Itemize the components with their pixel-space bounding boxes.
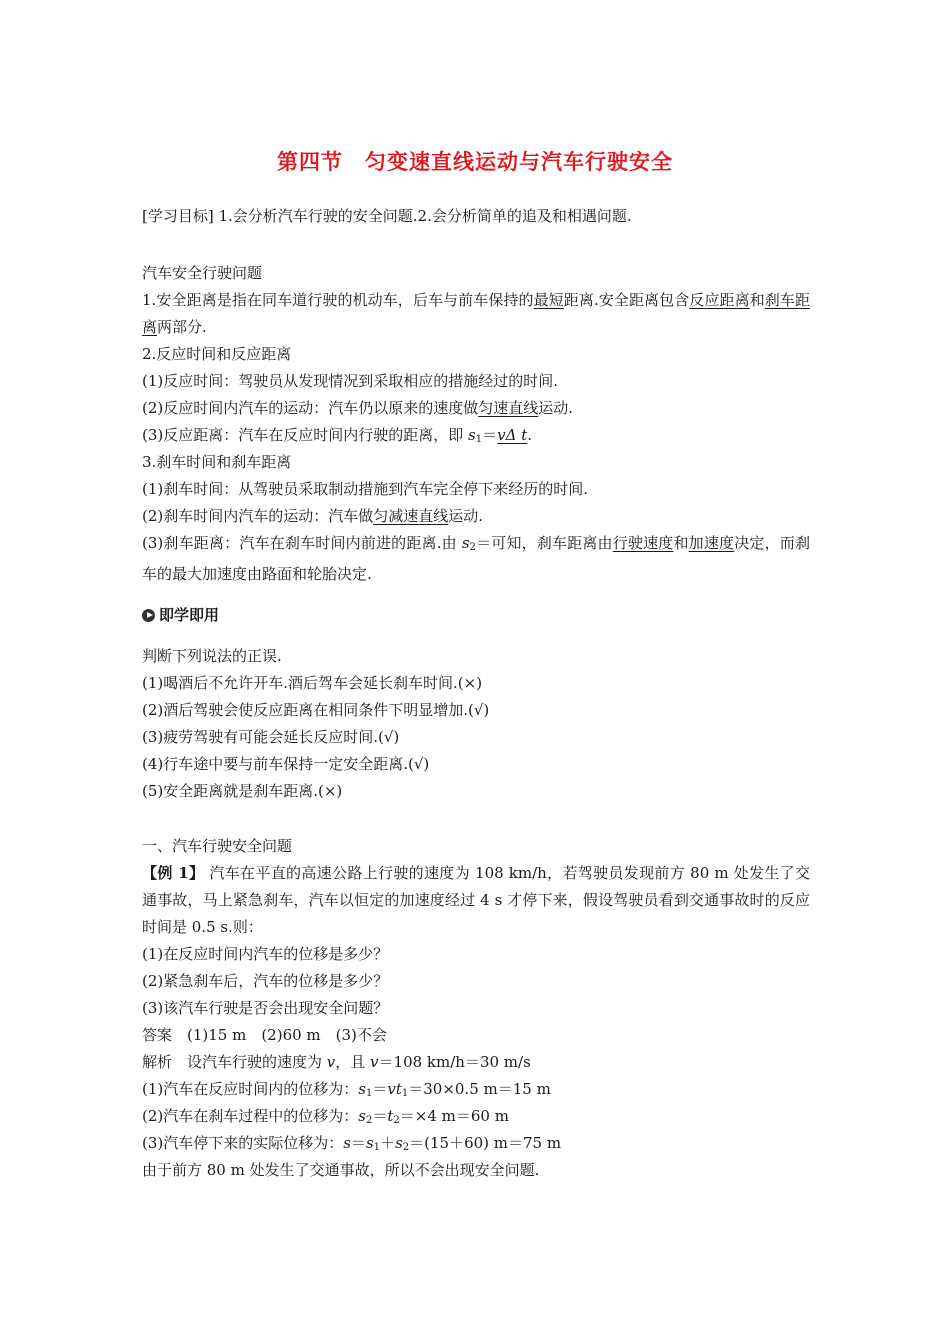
blank-answer: vΔ t [497, 426, 528, 444]
conclusion: 由于前方 80 m 处发生了交通事故，所以不会出现安全问题. [142, 1161, 540, 1179]
play-circle-icon [142, 609, 155, 622]
blank-answer: 加速度 [688, 534, 735, 552]
blank-answer: 匀速直线 [478, 399, 539, 417]
practice-item: (2)酒后驾驶会使反应距离在相同条件下明显增加.(√) [142, 701, 490, 719]
solution-step-3: (3)汽车停下来的实际位移为：$s=s_1+s_2=(15+60)$ m＝75 m [142, 1134, 562, 1153]
knowledge-point-1: 1.安全距离是指在同车道行驶的机动车，后车与前车保持的最短距离.安全距离包含反应距离和刹车距离两部分. [142, 291, 810, 336]
blank-answer: 最短 [533, 291, 564, 309]
knowledge-point-2-1: (1)反应时间：驾驶员从发现情况到采取相应的措施经过的时间. [142, 372, 559, 390]
knowledge-point-3-3: (3)刹车距离：汽车在刹车时间内前进的距离.由 $s_2=$可知，刹车距离由行驶速度和加速度决定，而刹车的最大加速度由路面和轮胎决定. [142, 534, 810, 583]
question-2: (2)紧急刹车后，汽车的位移是多少？ [142, 972, 389, 990]
blank-answer: 刹车距离 [142, 291, 810, 336]
practice-intro: 判断下列说法的正误. [142, 647, 282, 665]
blank-answer: 反应距离 [689, 291, 750, 309]
knowledge-point-3: 3.刹车时间和刹车距离 [142, 453, 292, 471]
answer: 答案 (1)15 m (2)60 m (3)不会 [142, 1026, 387, 1044]
practice-item: (4)行车途中要与前车保持一定安全距离.(√) [142, 755, 430, 773]
question-3: (3)该汽车行驶是否会出现安全问题？ [142, 999, 389, 1017]
blank-answer: 匀减速直线 [373, 507, 449, 525]
section-heading: 一、汽车行驶安全问题 [142, 837, 293, 855]
blank-answer: 行驶速度 [612, 534, 674, 552]
solution-step-1: (1)汽车在反应时间内的位移为：$s_1=vt_1=30\times 0.5$ m＝15 m [142, 1080, 551, 1099]
page-title: 第四节 匀变速直线运动与汽车行驶安全 [277, 149, 673, 174]
learning-objectives: [学习目标] 1.会分析汽车行驶的安全问题.2.会分析简单的追及和相遇问题. [142, 207, 632, 225]
example-1: 【例 1】 汽车在平直的高速公路上行驶的速度为 108 km/h，若驾驶员发现前方 80 m 处发生了交通事故，马上紧急刹车，汽车以恒定的加速度经过 4 s 才停下来，假设驾驶员看到交通事故时的反应时间是 0.5 s.则： [142, 864, 810, 936]
knowledge-point-3-2: (2)刹车时间内汽车的运动：汽车做匀减速直线运动. [142, 507, 484, 525]
knowledge-point-2-2: (2)反应时间内汽车的运动：汽车仍以原来的速度做匀速直线运动. [142, 399, 574, 417]
practice-item: (1)喝酒后不允许开车.酒后驾车会延长刹车时间.(×) [142, 674, 483, 692]
solution-step-2: (2)汽车在刹车过程中的位移为：$s_2=t_2=\times 4$ m＝60 m [142, 1107, 509, 1126]
example-label: 【例 1】 [142, 864, 205, 882]
knowledge-point-3-1: (1)刹车时间：从驾驶员采取制动措施到汽车完全停下来经历的时间. [142, 480, 589, 498]
question-1: (1)在反应时间内汽车的位移是多少？ [142, 945, 389, 963]
knowledge-heading: 汽车安全行驶问题 [142, 264, 263, 282]
analysis-intro: 解析 设汽车行驶的速度为 v，且 v＝108 km/h＝30 m/s [142, 1053, 531, 1071]
practice-section-label: 即学即用 [142, 602, 810, 629]
document-body [142, 203, 810, 1184]
practice-item: (3)疲劳驾驶有可能会延长反应时间.(√) [142, 728, 400, 746]
practice-item: (5)安全距离就是刹车距离.(×) [142, 782, 343, 800]
knowledge-point-2-3: (3)反应距离：汽车在反应时间内行驶的距离，即 $s_1=v\Delta$ t. [142, 426, 533, 445]
knowledge-point-2: 2.反应时间和反应距离 [142, 345, 292, 363]
